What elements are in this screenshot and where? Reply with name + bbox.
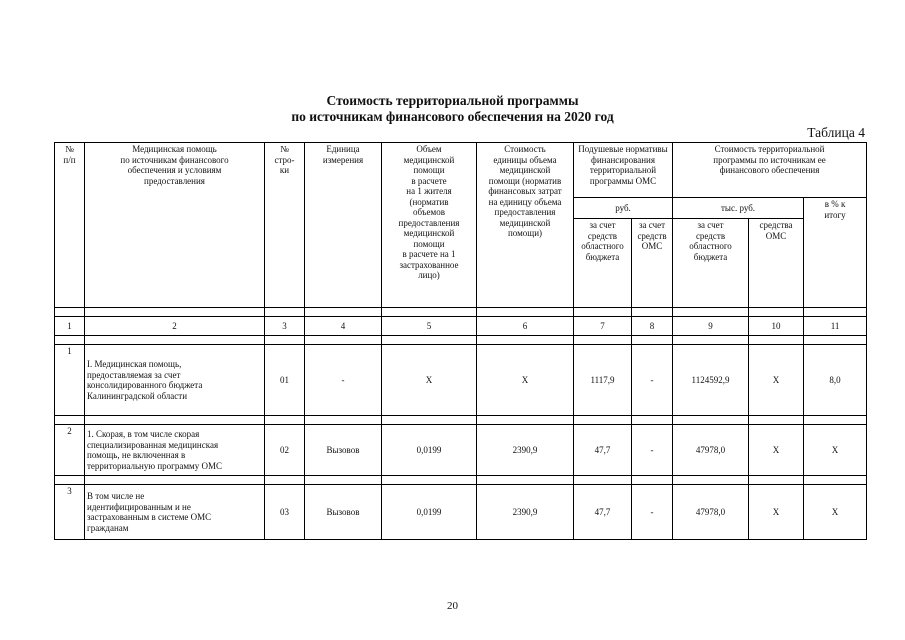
row-num: 3 — [55, 485, 85, 540]
text-line: бюджета — [693, 251, 728, 262]
table-label: Таблица 4 — [807, 125, 865, 140]
text-line: ки — [279, 165, 290, 175]
col-number-4: 4 — [305, 317, 382, 336]
col-number-6: 6 — [477, 317, 574, 336]
table-row — [55, 425, 867, 476]
header-unit — [305, 143, 382, 308]
text-line: помощь, не включенная в — [87, 450, 186, 460]
header-program-cost — [673, 143, 867, 198]
text-line: лицо) — [418, 270, 440, 280]
header-unit-cost — [477, 143, 574, 308]
col-number-8: 8 — [632, 317, 673, 336]
text-line: за счет — [697, 220, 724, 230]
text-line: бюджета — [585, 251, 620, 262]
text-line: В том числе не — [87, 491, 145, 501]
row-total-oms: X — [749, 345, 804, 416]
row-pct: X — [804, 425, 867, 476]
text-line: в расчете — [411, 175, 447, 186]
row-total-oms: X — [749, 425, 804, 476]
text-line: средств — [587, 230, 618, 241]
header-tys-rub: тыс. руб. — [673, 198, 804, 219]
text-line: предоставления — [398, 217, 460, 228]
row-total-budget: 47978,0 — [673, 425, 749, 476]
row-num: 1 — [55, 345, 85, 416]
text-line: (норматив — [409, 196, 449, 207]
row-line: 02 — [265, 425, 305, 476]
text-line: помощи — [413, 165, 445, 175]
cost-table — [54, 142, 867, 540]
row-volume: 0,0199 — [382, 485, 477, 540]
text-line: № — [280, 144, 289, 154]
row-num: 2 — [55, 425, 85, 476]
text-line: п/п — [63, 154, 76, 165]
header-pc-budget — [574, 219, 632, 308]
header-total-budget — [673, 219, 749, 308]
text-line: средств — [637, 230, 667, 241]
text-line: Калининградской области — [87, 390, 188, 401]
row-total-oms: X — [749, 485, 804, 540]
text-line: Подушевые нормативы — [578, 144, 668, 154]
text-line: Стоимость территориальной — [714, 144, 825, 154]
text-line: территориальной — [589, 165, 657, 175]
text-line: единицы объема — [493, 154, 557, 165]
row-pct: X — [804, 485, 867, 540]
text-line: помощи (норматив — [488, 175, 562, 186]
text-line: за счет — [638, 220, 666, 230]
text-line: средства — [759, 220, 793, 230]
col-number-7: 7 — [574, 317, 632, 336]
text-line: медицинской — [403, 154, 455, 165]
text-line: программы ОМС — [589, 175, 657, 186]
text-line: Единица — [326, 144, 360, 154]
header-num — [55, 143, 85, 308]
text-line: итогу — [824, 209, 846, 220]
text-line: помощи — [413, 238, 445, 249]
text-line: финансового обеспечения — [719, 165, 820, 175]
row-line: 01 — [265, 345, 305, 416]
text-line: в % к — [824, 199, 846, 209]
text-line: на 1 жителя — [406, 186, 452, 196]
header-per-capita — [574, 143, 673, 198]
text-line: областного — [581, 241, 624, 251]
text-line: идентифицированным и не — [87, 501, 191, 512]
table-row — [55, 485, 867, 540]
text-line: стро- — [274, 154, 295, 165]
text-line: объемов — [413, 207, 445, 217]
row-pc-oms: - — [632, 425, 673, 476]
text-line: медицинской — [403, 228, 455, 238]
col-number-5: 5 — [382, 317, 477, 336]
text-line: финансовых затрат — [488, 186, 562, 196]
row-cost: X — [477, 345, 574, 416]
text-line: медицинской — [499, 217, 551, 228]
table-title-line-2: по источникам финансового обеспечения на 2020 год — [291, 109, 614, 124]
row-name — [85, 485, 265, 540]
text-line: № — [65, 144, 74, 154]
row-total-budget: 1124592,9 — [673, 345, 749, 416]
text-line: 1. Скорая, в том числе скорая — [87, 429, 200, 439]
text-line: за счет — [589, 220, 616, 230]
row-volume: X — [382, 345, 477, 416]
col-number-2: 2 — [85, 317, 265, 336]
row-unit: Вызовов — [305, 485, 382, 540]
header-total-oms — [749, 219, 804, 308]
row-volume: 0,0199 — [382, 425, 477, 476]
table-row — [55, 345, 867, 416]
text-line: финансирования — [591, 154, 655, 165]
text-line: I. Медицинская помощь, — [87, 359, 182, 369]
row-cost: 2390,9 — [477, 425, 574, 476]
header-pc-oms — [632, 219, 673, 308]
row-name — [85, 425, 265, 476]
row-pc-oms: - — [632, 345, 673, 416]
row-cost: 2390,9 — [477, 485, 574, 540]
table-title-line-1: Стоимость территориальной программы — [326, 93, 579, 108]
text-line: программы по источникам ее — [713, 154, 826, 165]
col-number-10: 10 — [749, 317, 804, 336]
text-line: средств — [695, 230, 726, 241]
header-line-number — [265, 143, 305, 308]
text-line: консолидированного бюджета — [87, 380, 203, 390]
text-line: территориальную программу ОМС — [87, 460, 222, 471]
text-line: застрахованное — [399, 259, 459, 270]
text-line: в расчете на 1 — [402, 249, 456, 259]
row-pc-budget: 1117,9 — [574, 345, 632, 416]
text-line: специализированная медицинская — [87, 439, 219, 450]
text-line: ОМС — [641, 241, 663, 251]
header-percent — [804, 198, 867, 308]
text-line: на единицу объема — [488, 196, 562, 207]
col-number-3: 3 — [265, 317, 305, 336]
header-rub: руб. — [574, 198, 673, 219]
header-medical-care — [85, 143, 265, 308]
row-pc-budget: 47,7 — [574, 485, 632, 540]
row-name — [85, 345, 265, 416]
text-line: застрахованным в системе ОМС — [87, 512, 212, 522]
text-line: ОМС — [765, 230, 787, 241]
row-pc-oms: - — [632, 485, 673, 540]
text-line: измерения — [322, 154, 364, 165]
text-line: предоставляемая за счет — [87, 369, 181, 380]
col-number-9: 9 — [673, 317, 749, 336]
text-line: обеспечения и условиям — [127, 165, 222, 175]
col-number-11: 11 — [804, 317, 867, 336]
text-line: предоставления — [494, 207, 556, 217]
text-line: Медицинская помощь — [132, 144, 217, 154]
row-total-budget: 47978,0 — [673, 485, 749, 540]
header-volume — [382, 143, 477, 308]
row-unit: Вызовов — [305, 425, 382, 476]
text-line: Объем — [416, 144, 442, 154]
row-unit: - — [305, 345, 382, 416]
row-line: 03 — [265, 485, 305, 540]
text-line: гражданам — [87, 522, 129, 533]
text-line: Стоимость — [504, 144, 546, 154]
page-number: 20 — [447, 600, 458, 612]
text-line: областного — [689, 241, 732, 251]
text-line: предоставления — [144, 175, 205, 186]
row-pc-budget: 47,7 — [574, 425, 632, 476]
text-line: помощи) — [507, 228, 543, 238]
text-line: медицинской — [499, 165, 551, 175]
col-number-1: 1 — [55, 317, 85, 336]
text-line: по источникам финансового — [120, 154, 229, 165]
row-pct: 8,0 — [804, 345, 867, 416]
